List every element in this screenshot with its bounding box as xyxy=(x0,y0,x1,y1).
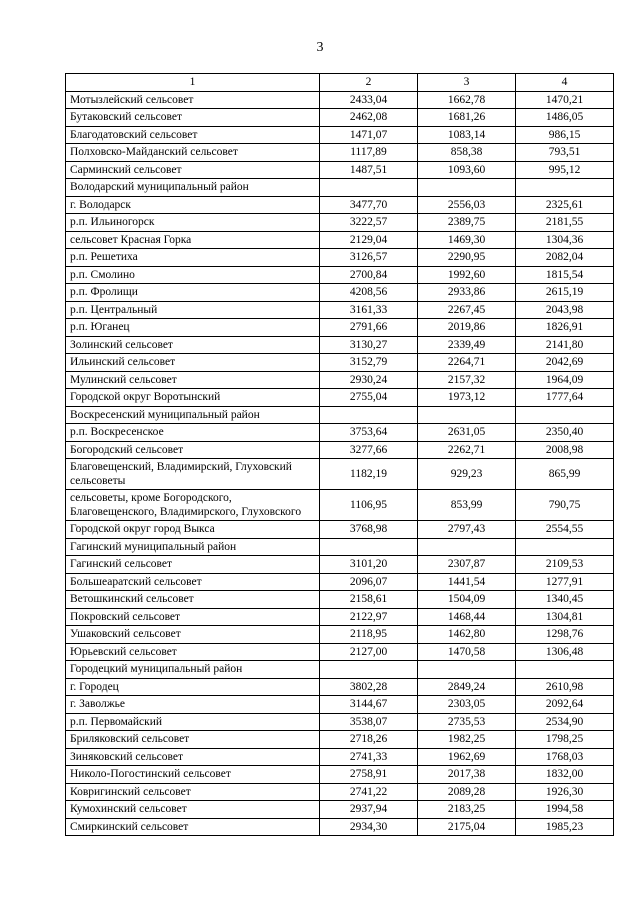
row-value-col2 xyxy=(320,661,418,679)
row-value-col3: 1462,80 xyxy=(418,626,516,644)
row-value-col4: 1798,25 xyxy=(516,731,614,749)
row-value-col3: 2303,05 xyxy=(418,696,516,714)
row-value-col4: 2092,64 xyxy=(516,696,614,714)
row-name-cell: р.п. Воскресенское xyxy=(66,424,320,442)
row-value-col2: 2755,04 xyxy=(320,389,418,407)
row-value-col4: 865,99 xyxy=(516,459,614,490)
row-value-col3: 1973,12 xyxy=(418,389,516,407)
row-name-cell: Городской округ Воротынский xyxy=(66,389,320,407)
row-value-col2: 2433,04 xyxy=(320,91,418,109)
row-name-cell: Гагинский муниципальный район xyxy=(66,538,320,556)
table-row xyxy=(66,608,614,626)
row-value-col4: 1926,30 xyxy=(516,783,614,801)
row-value-col2: 3222,57 xyxy=(320,214,418,232)
row-value-col2: 2791,66 xyxy=(320,319,418,337)
row-name-cell: Богородский сельсовет xyxy=(66,441,320,459)
row-value-col3: 2019,86 xyxy=(418,319,516,337)
table-row xyxy=(66,231,614,249)
table-row xyxy=(66,371,614,389)
row-value-col2: 3768,98 xyxy=(320,521,418,539)
row-name-cell: Бриляковский сельсовет xyxy=(66,731,320,749)
row-value-col4: 1304,36 xyxy=(516,231,614,249)
row-value-col2: 2741,22 xyxy=(320,783,418,801)
row-value-col4: 2554,55 xyxy=(516,521,614,539)
row-value-col4: 2181,55 xyxy=(516,214,614,232)
row-value-col3: 2849,24 xyxy=(418,678,516,696)
row-value-col4: 1277,91 xyxy=(516,573,614,591)
row-value-col4: 1304,81 xyxy=(516,608,614,626)
row-value-col4: 2082,04 xyxy=(516,249,614,267)
row-value-col3: 2157,32 xyxy=(418,371,516,389)
row-value-col2: 2122,97 xyxy=(320,608,418,626)
table-row xyxy=(66,389,614,407)
table-row xyxy=(66,731,614,749)
table-row xyxy=(66,766,614,784)
row-value-col4: 1298,76 xyxy=(516,626,614,644)
row-name-cell: Городецкий муниципальный район xyxy=(66,661,320,679)
row-value-col3: 2262,71 xyxy=(418,441,516,459)
row-value-col3: 1992,60 xyxy=(418,266,516,284)
table-row xyxy=(66,573,614,591)
table-row xyxy=(66,801,614,819)
row-value-col2: 1182,19 xyxy=(320,459,418,490)
row-value-col2 xyxy=(320,538,418,556)
row-name-cell: Городской округ город Выкса xyxy=(66,521,320,539)
row-value-col3: 2389,75 xyxy=(418,214,516,232)
row-name-cell: р.п. Первомайский xyxy=(66,713,320,731)
row-value-col4: 1340,45 xyxy=(516,591,614,609)
table-row xyxy=(66,626,614,644)
row-name-cell: г. Заволжье xyxy=(66,696,320,714)
row-value-col3: 2290,95 xyxy=(418,249,516,267)
row-value-col4: 2042,69 xyxy=(516,354,614,372)
row-name-cell: Бутаковский сельсовет xyxy=(66,109,320,127)
row-value-col3: 1982,25 xyxy=(418,731,516,749)
row-value-col4 xyxy=(516,538,614,556)
column-header-3: 3 xyxy=(418,74,516,92)
row-value-col2: 2127,00 xyxy=(320,643,418,661)
table-row xyxy=(66,538,614,556)
table-row xyxy=(66,643,614,661)
row-value-col2: 3101,20 xyxy=(320,556,418,574)
row-value-col2: 2937,94 xyxy=(320,801,418,819)
row-value-col4: 2325,61 xyxy=(516,196,614,214)
row-value-col4: 1815,54 xyxy=(516,266,614,284)
row-value-col2: 3753,64 xyxy=(320,424,418,442)
row-value-col4: 1826,91 xyxy=(516,319,614,337)
row-value-col2: 2462,08 xyxy=(320,109,418,127)
row-value-col2: 2118,95 xyxy=(320,626,418,644)
row-value-col3: 2183,25 xyxy=(418,801,516,819)
row-value-col2: 3152,79 xyxy=(320,354,418,372)
table-row xyxy=(66,196,614,214)
row-value-col4: 986,15 xyxy=(516,126,614,144)
row-name-cell: р.п. Смолино xyxy=(66,266,320,284)
row-name-cell: Покровский сельсовет xyxy=(66,608,320,626)
table-row xyxy=(66,161,614,179)
row-name-cell: Большеаратский сельсовет xyxy=(66,573,320,591)
row-value-col3 xyxy=(418,406,516,424)
row-value-col4: 2610,98 xyxy=(516,678,614,696)
row-value-col3: 2933,86 xyxy=(418,284,516,302)
row-value-col4: 1486,05 xyxy=(516,109,614,127)
row-name-cell: р.п. Юганец xyxy=(66,319,320,337)
row-name-cell: Ильинский сельсовет xyxy=(66,354,320,372)
row-value-col4 xyxy=(516,179,614,197)
row-value-col3: 1083,14 xyxy=(418,126,516,144)
row-name-cell: Полховско-Майданский сельсовет xyxy=(66,144,320,162)
table-row xyxy=(66,406,614,424)
table-row xyxy=(66,748,614,766)
row-name-cell: Золинский сельсовет xyxy=(66,336,320,354)
table-row xyxy=(66,179,614,197)
row-value-col2: 1487,51 xyxy=(320,161,418,179)
row-value-col3: 2556,03 xyxy=(418,196,516,214)
table-row xyxy=(66,249,614,267)
row-value-col4: 793,51 xyxy=(516,144,614,162)
row-value-col4: 2008,98 xyxy=(516,441,614,459)
row-value-col4: 1985,23 xyxy=(516,818,614,836)
row-value-col3: 1468,44 xyxy=(418,608,516,626)
table-row xyxy=(66,284,614,302)
row-name-cell: сельсоветы, кроме Богородского, Благовещенского, Владимирского, Глуховского xyxy=(66,490,320,521)
row-name-cell: Ветошкинский сельсовет xyxy=(66,591,320,609)
row-value-col2: 3130,27 xyxy=(320,336,418,354)
row-name-cell: Мулинский сельсовет xyxy=(66,371,320,389)
table-row xyxy=(66,591,614,609)
row-value-col4: 1777,64 xyxy=(516,389,614,407)
row-value-col3: 2307,87 xyxy=(418,556,516,574)
table-row xyxy=(66,459,614,490)
row-value-col2: 3126,57 xyxy=(320,249,418,267)
table-row xyxy=(66,521,614,539)
row-name-cell: Ушаковский сельсовет xyxy=(66,626,320,644)
row-value-col2 xyxy=(320,406,418,424)
row-value-col2: 2700,84 xyxy=(320,266,418,284)
table-row xyxy=(66,818,614,836)
row-value-col3 xyxy=(418,538,516,556)
row-value-col2 xyxy=(320,179,418,197)
row-value-col4 xyxy=(516,661,614,679)
data-table xyxy=(65,73,614,836)
row-value-col2: 1106,95 xyxy=(320,490,418,521)
row-value-col2: 3538,07 xyxy=(320,713,418,731)
table-row xyxy=(66,109,614,127)
row-name-cell: р.п. Центральный xyxy=(66,301,320,319)
table-row xyxy=(66,783,614,801)
row-value-col2: 2158,61 xyxy=(320,591,418,609)
row-value-col2: 2930,24 xyxy=(320,371,418,389)
row-value-col3: 2089,28 xyxy=(418,783,516,801)
row-value-col4: 2043,98 xyxy=(516,301,614,319)
row-value-col4: 2109,53 xyxy=(516,556,614,574)
row-value-col4: 1768,03 xyxy=(516,748,614,766)
row-name-cell: Смиркинский сельсовет xyxy=(66,818,320,836)
row-value-col2: 3477,70 xyxy=(320,196,418,214)
row-value-col3: 853,99 xyxy=(418,490,516,521)
table-row xyxy=(66,214,614,232)
table-row xyxy=(66,126,614,144)
row-value-col2: 2758,91 xyxy=(320,766,418,784)
table-row xyxy=(66,713,614,731)
row-value-col4: 1964,09 xyxy=(516,371,614,389)
column-header-4: 4 xyxy=(516,74,614,92)
column-header-2: 2 xyxy=(320,74,418,92)
table-row xyxy=(66,336,614,354)
row-value-col3: 858,38 xyxy=(418,144,516,162)
table-row xyxy=(66,144,614,162)
table-row xyxy=(66,678,614,696)
row-name-cell: р.п. Фролищи xyxy=(66,284,320,302)
row-value-col2: 2129,04 xyxy=(320,231,418,249)
row-value-col2: 3144,67 xyxy=(320,696,418,714)
row-value-col3: 2735,53 xyxy=(418,713,516,731)
row-name-cell: Благодатовский сельсовет xyxy=(66,126,320,144)
row-value-col2: 1117,89 xyxy=(320,144,418,162)
row-value-col3: 2017,38 xyxy=(418,766,516,784)
row-value-col4: 2350,40 xyxy=(516,424,614,442)
row-value-col3: 2797,43 xyxy=(418,521,516,539)
row-value-col4: 1470,21 xyxy=(516,91,614,109)
row-name-cell: р.п. Решетиха xyxy=(66,249,320,267)
table-row xyxy=(66,696,614,714)
row-value-col2: 4208,56 xyxy=(320,284,418,302)
row-value-col3: 1681,26 xyxy=(418,109,516,127)
row-value-col2: 3161,33 xyxy=(320,301,418,319)
row-value-col2: 1471,07 xyxy=(320,126,418,144)
row-name-cell: Мотызлейский сельсовет xyxy=(66,91,320,109)
page-number: 3 xyxy=(316,40,324,55)
row-name-cell: г. Городец xyxy=(66,678,320,696)
row-value-col4: 2615,19 xyxy=(516,284,614,302)
row-value-col2: 2718,26 xyxy=(320,731,418,749)
row-value-col2: 3277,66 xyxy=(320,441,418,459)
row-name-cell: Благовещенский, Владимирский, Глуховский сельсоветы xyxy=(66,459,320,490)
row-name-cell: Сарминский сельсовет xyxy=(66,161,320,179)
table-row xyxy=(66,424,614,442)
row-name-cell: сельсовет Красная Горка xyxy=(66,231,320,249)
row-value-col4 xyxy=(516,406,614,424)
row-name-cell: р.п. Ильиногорск xyxy=(66,214,320,232)
row-name-cell: Ковригинский сельсовет xyxy=(66,783,320,801)
row-value-col3 xyxy=(418,179,516,197)
row-name-cell: Гагинский сельсовет xyxy=(66,556,320,574)
table-row xyxy=(66,354,614,372)
row-value-col3: 2339,49 xyxy=(418,336,516,354)
row-value-col4: 1306,48 xyxy=(516,643,614,661)
table-body xyxy=(66,91,614,836)
row-value-col2: 3802,28 xyxy=(320,678,418,696)
row-value-col4: 1832,00 xyxy=(516,766,614,784)
row-value-col2: 2934,30 xyxy=(320,818,418,836)
row-value-col3: 1470,58 xyxy=(418,643,516,661)
table-row xyxy=(66,661,614,679)
row-value-col4: 2534,90 xyxy=(516,713,614,731)
row-value-col3: 2267,45 xyxy=(418,301,516,319)
table-row xyxy=(66,266,614,284)
table-row xyxy=(66,91,614,109)
row-value-col4: 995,12 xyxy=(516,161,614,179)
row-value-col2: 2741,33 xyxy=(320,748,418,766)
table-row xyxy=(66,556,614,574)
row-value-col2: 2096,07 xyxy=(320,573,418,591)
row-value-col3: 929,23 xyxy=(418,459,516,490)
row-name-cell: Воскресенский муниципальный район xyxy=(66,406,320,424)
table-row xyxy=(66,319,614,337)
table-row xyxy=(66,441,614,459)
row-value-col3: 1469,30 xyxy=(418,231,516,249)
table-row xyxy=(66,301,614,319)
row-value-col3: 1962,69 xyxy=(418,748,516,766)
row-value-col4: 1994,58 xyxy=(516,801,614,819)
row-name-cell: Кумохинский сельсовет xyxy=(66,801,320,819)
row-name-cell: Зиняковский сельсовет xyxy=(66,748,320,766)
row-value-col3: 1093,60 xyxy=(418,161,516,179)
table-header-row xyxy=(66,74,614,92)
row-name-cell: г. Володарск xyxy=(66,196,320,214)
table-row xyxy=(66,490,614,521)
row-value-col3: 1441,54 xyxy=(418,573,516,591)
row-name-cell: Юрьевский сельсовет xyxy=(66,643,320,661)
row-value-col3: 1662,78 xyxy=(418,91,516,109)
row-value-col3: 2631,05 xyxy=(418,424,516,442)
row-value-col4: 790,75 xyxy=(516,490,614,521)
column-header-1: 1 xyxy=(66,74,320,92)
row-value-col3: 1504,09 xyxy=(418,591,516,609)
row-value-col4: 2141,80 xyxy=(516,336,614,354)
row-name-cell: Володарский муниципальный район xyxy=(66,179,320,197)
row-name-cell: Николо-Погостинский сельсовет xyxy=(66,766,320,784)
row-value-col3: 2175,04 xyxy=(418,818,516,836)
row-value-col3 xyxy=(418,661,516,679)
row-value-col3: 2264,71 xyxy=(418,354,516,372)
